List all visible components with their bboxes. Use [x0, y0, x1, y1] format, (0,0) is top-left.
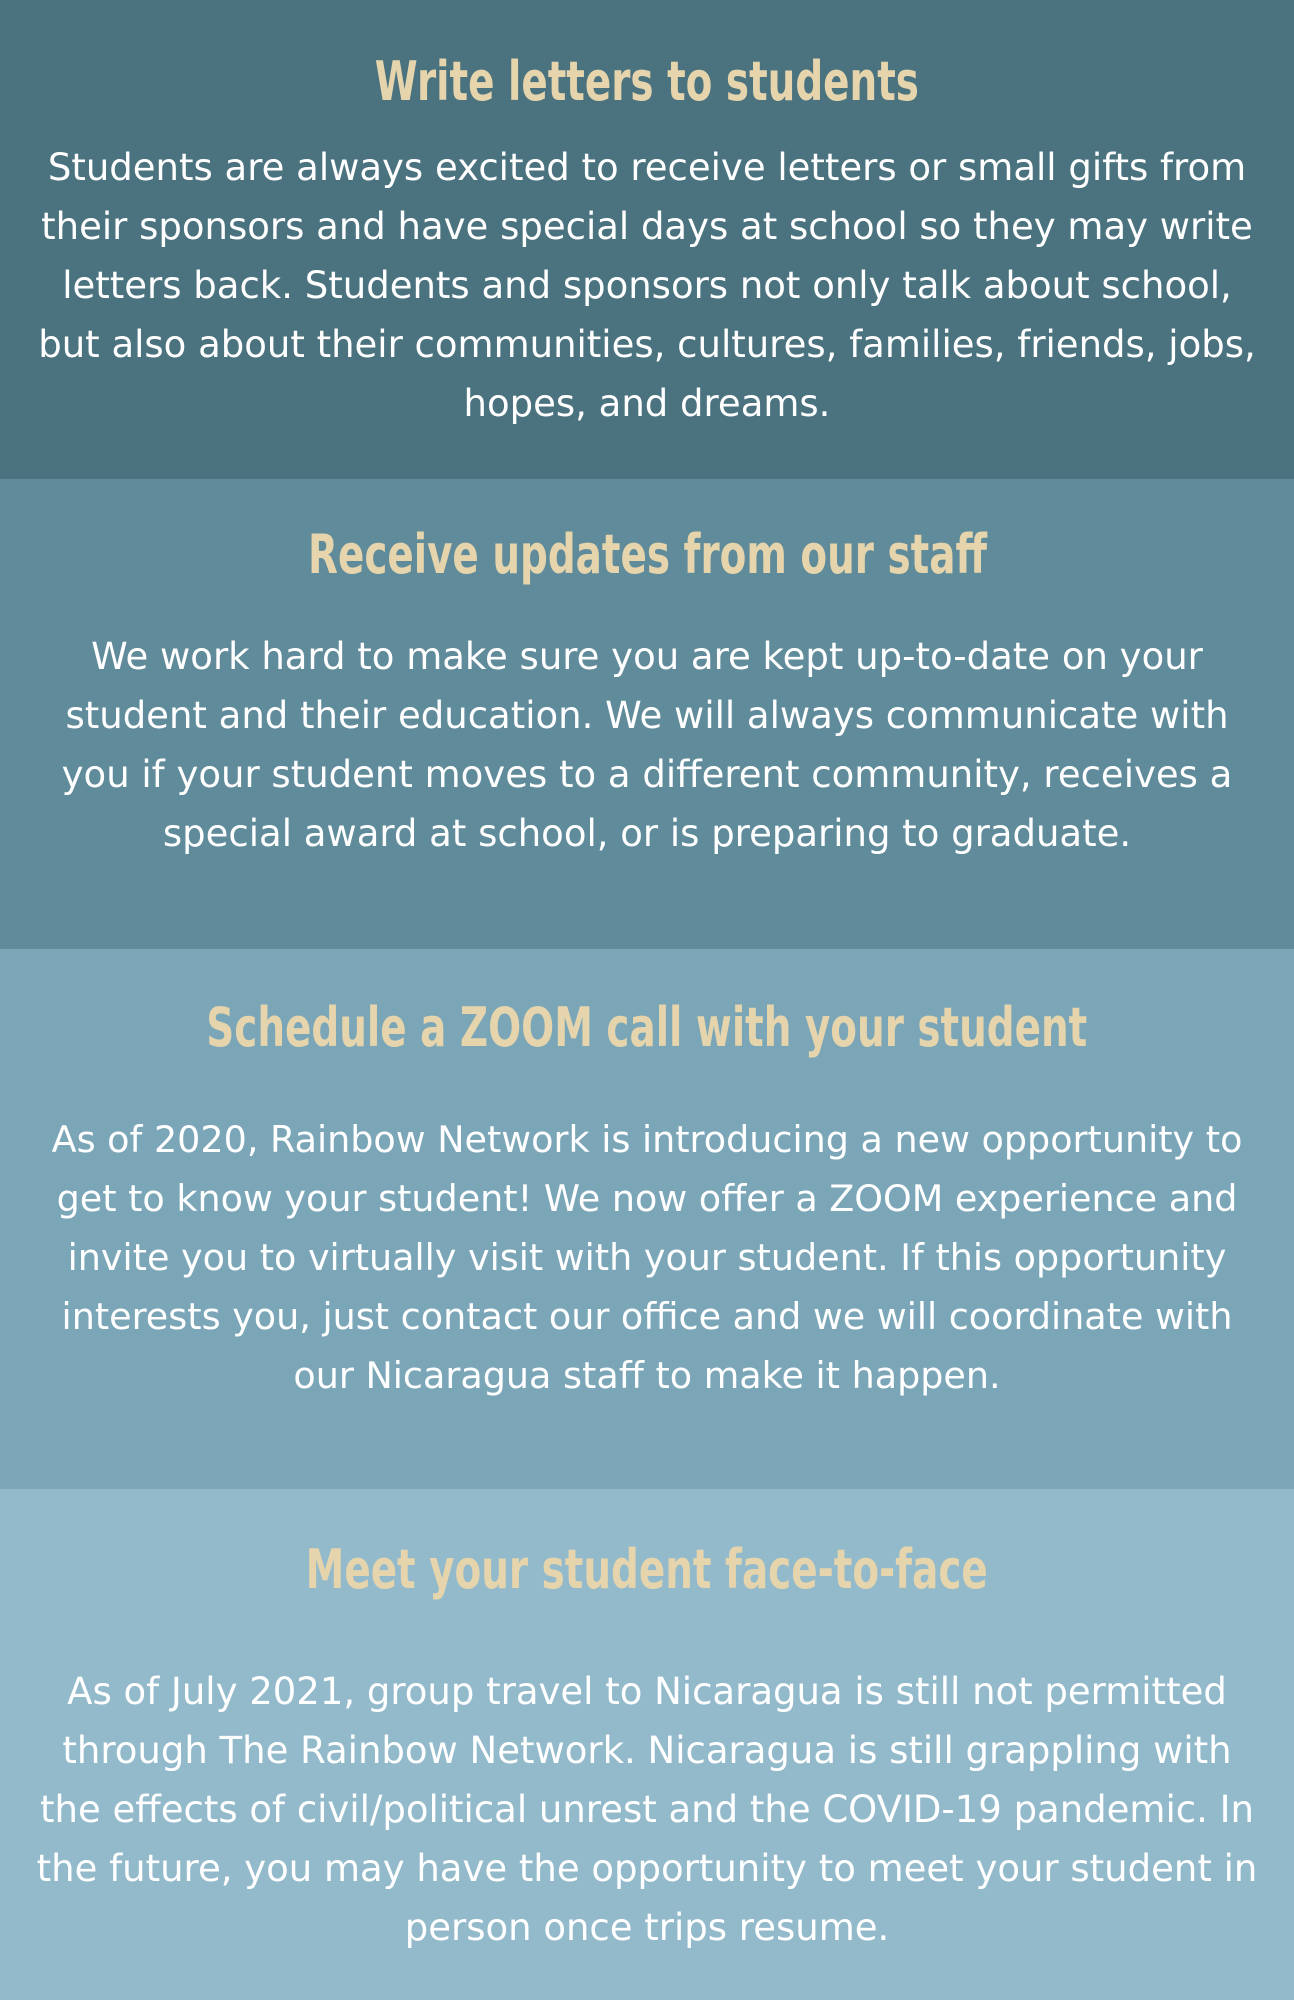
section-body-zoom-call: As of 2020, Rainbow Network is introducing a new opportunity to get to know your student! We now offer a ZOOM experience and invite you to virtually visit with your student. If this opportunity interests you, just contact our office and we will coordinate with our Nicaragua staff to make it happen. — [51, 1118, 1243, 1397]
section-write-letters — [0, 0, 1294, 479]
section-heading-meet-face-to-face: Meet your student face-to-face — [305, 1538, 989, 1601]
section-heading-zoom-call: Schedule a ZOOM call with your student — [206, 996, 1088, 1059]
section-body-write-letters: Students are always excited to receive letters or small gifts from their sponsors and have special days at school so they may write letters back. Students and sponsors not only talk about school, but also about their communities, cultures, families, friends, jobs, hopes, and dreams. — [38, 146, 1256, 425]
section-heading-receive-updates: Receive updates from our staff — [307, 523, 987, 586]
section-body-meet-face-to-face: As of July 2021, group travel to Nicaragua is still not permitted through The Rainbow Network. Nicaragua is still grappling with the effects of civil/political unrest and the COVID-19 pandemic. In the future, you may have the opportunity to meet your student in person once trips resume. — [36, 1670, 1258, 1949]
section-heading-write-letters: Write letters to students — [374, 50, 920, 113]
section-meet-face-to-face — [0, 1489, 1294, 2000]
section-body-receive-updates: We work hard to make sure you are kept up-to-date on your student and their education. We will always communicate with you if your student moves to a different community, receives a special award at school, or is preparing to graduate. — [61, 635, 1233, 855]
section-receive-updates — [0, 479, 1294, 949]
section-zoom-call — [0, 949, 1294, 1489]
